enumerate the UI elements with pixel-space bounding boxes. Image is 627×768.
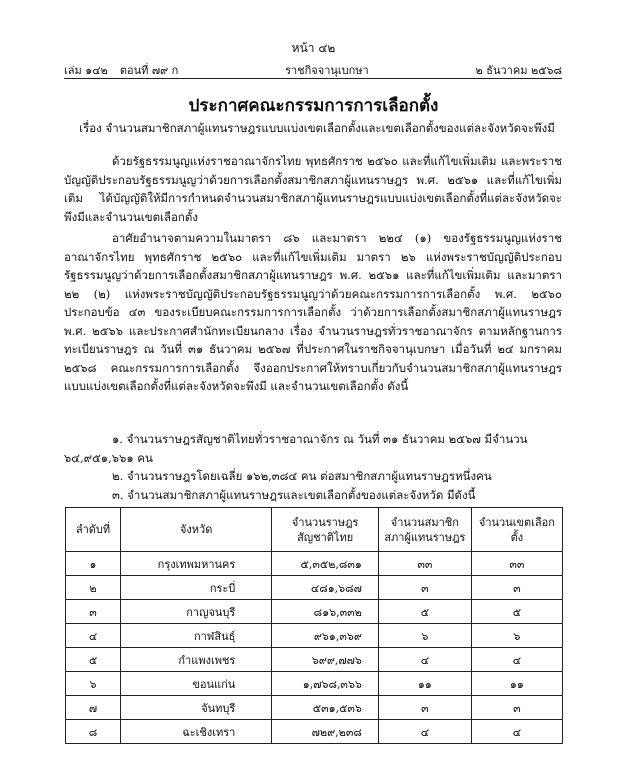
- cell-districts: ๖: [471, 624, 562, 648]
- cell-mps: ๔: [378, 720, 471, 744]
- table-header-row: [66, 508, 563, 552]
- col-header-districts: จำนวนเขตเลือกตั้ง: [471, 508, 562, 552]
- cell-order: ๑: [66, 552, 121, 576]
- cell-districts: ๓: [471, 696, 562, 720]
- cell-province: กระบี่: [120, 576, 271, 600]
- cell-mps: ๓: [378, 696, 471, 720]
- document-title: ประกาศคณะกรรมการการเลือกตั้ง: [188, 96, 439, 116]
- cell-districts: ๓: [471, 576, 562, 600]
- header-divider: [64, 78, 562, 79]
- table-row: [66, 672, 563, 696]
- cell-population: ๕,๓๕๒,๘๓๑: [272, 552, 379, 576]
- province-table: [65, 507, 563, 744]
- cell-order: ๔: [66, 624, 121, 648]
- cell-order: ๓: [66, 600, 121, 624]
- cell-mps: ๓: [378, 576, 471, 600]
- table-body: [66, 552, 563, 744]
- gazette-header: [64, 61, 562, 79]
- col-header-population: จำนวนราษฎร สัญชาติไทย: [272, 508, 379, 552]
- cell-districts: ๕: [471, 600, 562, 624]
- cell-population: ๗๒๙,๒๓๘: [272, 720, 379, 744]
- cell-population: ๔๘๑,๖๘๗: [272, 576, 379, 600]
- cell-districts: ๑๑: [471, 672, 562, 696]
- col-header-order: ลำดับที่: [66, 508, 121, 552]
- table-row: [66, 648, 563, 672]
- cell-order: ๕: [66, 648, 121, 672]
- paragraph-2: อาศัยอำนาจตามความในมาตรา ๘๖ และมาตรา ๒๒๔ (๑) ของรัฐธรรมนูญแห่งราชอาณาจักรไทย พุทธศักราช ๒๕๖๐ และที่แก้ไขเพิ่มเติม มาตรา ๒๖ แห่งพระราชบัญญัติประกอบรัฐธรรมนูญว่าด้วยการเลือกตั้งสมาชิกสภาผู้แทนราษฎร พ.ศ. ๒๕๖๑ และที่แก้ไขเพิ่มเติม และมาตรา ๒๒ (๒) แห่งพระราชบัญญัติประกอบรัฐธรรมนูญว่าด้วยคณะกรรมการการเลือกตั้ง พ.ศ. ๒๕๖๐ ประกอบข้อ ๔๓ ของระเบียบคณะกรรมการการเลือกตั้ง ว่าด้วยการเลือกตั้งสมาชิกสภาผู้แทนราษฎร พ.ศ. ๒๕๖๖ และประกาศสำนักทะเบียนกลาง เรื่อง จำนวนราษฎรทั่วราชอาณาจักร ตามหลักฐานการทะเบียนราษฎร ณ วันที่ ๓๑ ธันวาคม ๒๕๖๗ ที่ประกาศในราชกิจจานุเบกษา เมื่อวันที่ ๒๔ มกราคม ๒๕๖๘ คณะกรรมการการเลือกตั้ง จึงออกประกาศให้ทราบเกี่ยวกับจำนวนสมาชิกสภาผู้แทนราษฎรแบบแบ่งเขตเลือกตั้งที่แต่ละจังหวัดจะพึงมี และจำนวนเขตเลือกตั้ง ดังนี้: [64, 231, 562, 393]
- cell-province: กาญจนบุรี: [120, 600, 271, 624]
- paragraph-1: ด้วยรัฐธรรมนูญแห่งราชอาณาจักรไทย พุทธศักราช ๒๕๖๐ และที่แก้ไขเพิ่มเติม และพระราชบัญญัติประกอบรัฐธรรมนูญว่าด้วยการเลือกตั้งสมาชิกสภาผู้แทนราษฎร พ.ศ. ๒๕๖๑ และที่แก้ไขเพิ่มเติม ได้บัญญัติให้มีการกำหนดจำนวนสมาชิกสภาผู้แทนราษฎรแบบแบ่งเขตเลือกตั้งที่แต่ละจังหวัดจะพึงมีและจำนวนเขตเลือกตั้ง: [64, 154, 562, 224]
- gazette-date: ๒ ธันวาคม ๒๕๖๘: [475, 64, 562, 77]
- gazette-issue-info: [64, 61, 178, 79]
- cell-mps: ๑๑: [378, 672, 471, 696]
- cell-mps: ๕: [378, 600, 471, 624]
- table-row: [66, 576, 563, 600]
- cell-population: ๕๓๑,๕๓๖: [272, 696, 379, 720]
- volume-label: เล่ม ๑๔๒: [64, 64, 108, 77]
- cell-mps: ๖: [378, 624, 471, 648]
- document-subject: เรื่อง จำนวนสมาชิกสภาผู้แทนราษฎรแบบแบ่งเขตเลือกตั้งและเขตเลือกตั้งของแต่ละจังหวัดจะพึงมี: [79, 121, 555, 135]
- table-row: [66, 624, 563, 648]
- gazette-name: ราชกิจจานุเบกษา: [285, 64, 369, 77]
- item-3: ๓. จำนวนสมาชิกสภาผู้แทนราษฎรและเขตเลือกตั้งของแต่ละจังหวัด มีดังนี้: [112, 488, 476, 502]
- item-1: ๑. จำนวนราษฎรสัญชาติไทยทั่วราชอาณาจักร ณ วันที่ ๓๑ ธันวาคม ๒๕๖๗ มีจำนวน ๖๔,๙๕๑,๖๖๑ คน: [64, 432, 528, 465]
- cell-province: กาฬสินธุ์: [120, 624, 271, 648]
- cell-province: กำแพงเพชร: [120, 648, 271, 672]
- cell-order: ๘: [66, 720, 121, 744]
- table-row: [66, 720, 563, 744]
- cell-districts: ๔: [471, 720, 562, 744]
- item-2: ๒. จำนวนราษฎรโดยเฉลี่ย ๑๖๒,๓๘๔ คน ต่อสมาชิกสภาผู้แทนราษฎรหนึ่งคน: [112, 469, 492, 483]
- cell-districts: ๔: [471, 648, 562, 672]
- col-header-province: จังหวัด: [120, 508, 271, 552]
- cell-population: ๙๖๑,๓๖๙: [272, 624, 379, 648]
- cell-mps: ๔: [378, 648, 471, 672]
- cell-order: ๒: [66, 576, 121, 600]
- cell-districts: ๓๓: [471, 552, 562, 576]
- cell-order: ๗: [66, 696, 121, 720]
- cell-mps: ๓๓: [378, 552, 471, 576]
- cell-province: ฉะเชิงเทรา: [120, 720, 271, 744]
- cell-population: ๖๙๙,๗๗๖: [272, 648, 379, 672]
- cell-province: กรุงเทพมหานคร: [120, 552, 271, 576]
- cell-order: ๖: [66, 672, 121, 696]
- col-header-mps: จำนวนสมาชิก สภาผู้แทนราษฎร: [378, 508, 471, 552]
- table-row: [66, 696, 563, 720]
- page-number: หน้า ๔๒: [291, 41, 336, 55]
- table-row: [66, 552, 563, 576]
- issue-label: ตอนที่ ๗๙ ก: [119, 64, 179, 77]
- cell-population: ๘๑๖,๓๓๒: [272, 600, 379, 624]
- cell-province: ขอนแก่น: [120, 672, 271, 696]
- cell-population: ๑,๗๖๘,๓๖๖: [272, 672, 379, 696]
- table-row: [66, 600, 563, 624]
- cell-province: จันทบุรี: [120, 696, 271, 720]
